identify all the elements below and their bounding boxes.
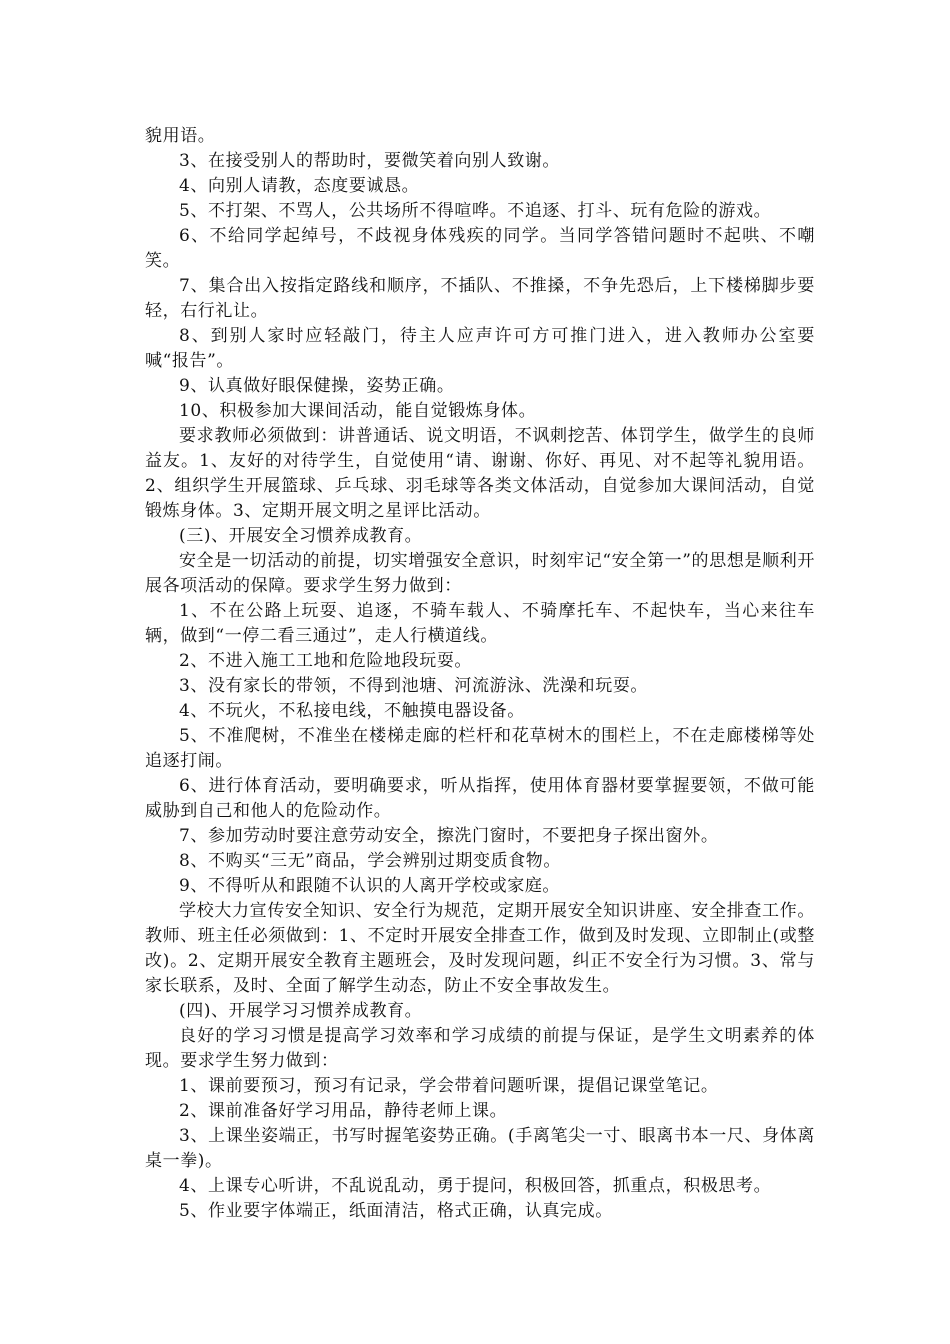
paragraph-safety-3: 3、没有家长的带领，不得到池塘、河流游泳、洗澡和玩耍。 (179, 676, 649, 696)
document-body (145, 124, 815, 1224)
paragraph-study-3: 3、上课坐姿端正，书写时握笔姿势正确。(手离笔尖一寸、眼离书本一尺、身体离桌一拳)。 (145, 1126, 815, 1171)
paragraph-safety-6: 6、进行体育活动，要明确要求，听从指挥，使用体育器材要掌握要领，不做可能威胁到自己和他人的危险动作。 (145, 776, 815, 821)
section-heading-study: (四)、开展学习习惯养成教育。 (179, 1001, 423, 1021)
paragraph-study-5: 5、作业要字体端正，纸面清洁，格式正确，认真完成。 (179, 1201, 613, 1221)
paragraph-safety-2: 2、不进入施工工地和危险地段玩耍。 (179, 651, 473, 671)
paragraph-courtesy-6: 6、不给同学起绰号，不歧视身体残疾的同学。当同学答错问题时不起哄、不嘲笑。 (145, 226, 815, 271)
paragraph-courtesy-5: 5、不打架、不骂人，公共场所不得喧哗。不追逐、打斗、玩有危险的游戏。 (179, 201, 772, 221)
paragraph-safety-1: 1、不在公路上玩耍、追逐，不骑车载人、不骑摩托车、不起快车，当心来往车辆，做到“一停二看三通过”，走人行横道线。 (145, 601, 815, 646)
paragraph-study-intro: 良好的学习习惯是提高学习效率和学习成绩的前提与保证，是学生文明素养的体现。要求学生努力做到： (145, 1026, 815, 1071)
paragraph-teacher-requirements: 要求教师必须做到：讲普通话、说文明语，不讽刺挖苦、体罚学生，做学生的良师益友。1、友好的对待学生，自觉使用“请、谢谢、你好、再见、对不起等礼貌用语。2、组织学生开展篮球、乒乓球、羽毛球等各类文体活动，自觉参加大课间活动，自觉锻炼身体。3、定期开展文明之星评比活动。 (145, 426, 815, 521)
paragraph-school-safety: 学校大力宣传安全知识、安全行为规范，定期开展安全知识讲座、安全排查工作。教师、班主任必须做到：1、不定时开展安全排查工作，做到及时发现、立即制止(或整改)。2、定期开展安全教育主题班会，及时发现问题，纠正不安全行为习惯。3、常与家长联系，及时、全面了解学生动态，防止不安全事故发生。 (145, 901, 815, 996)
paragraph-courtesy-8: 8、到别人家时应轻敲门，待主人应声许可方可推门进入，进入教师办公室要喊“报告”。 (145, 326, 815, 371)
paragraph-study-1: 1、课前要预习，预习有记录，学会带着问题听课，提倡记课堂笔记。 (179, 1076, 719, 1096)
paragraph-courtesy-3: 3、在接受别人的帮助时，要微笑着向别人致谢。 (179, 151, 561, 171)
paragraph-safety-8: 8、不购买“三无”商品，学会辨别过期变质食物。 (179, 851, 561, 871)
paragraph-safety-4: 4、不玩火，不私接电线，不触摸电器设备。 (179, 701, 525, 721)
paragraph-safety-9: 9、不得听从和跟随不认识的人离开学校或家庭。 (179, 876, 561, 896)
paragraph-courtesy-7: 7、集合出入按指定路线和顺序，不插队、不推搡，不争先恐后，上下楼梯脚步要轻，右行礼让。 (145, 276, 815, 321)
paragraph-courtesy-4: 4、向别人请教，态度要诚恳。 (179, 176, 420, 196)
paragraph-study-4: 4、上课专心听讲，不乱说乱动，勇于提问，积极回答，抓重点，积极思考。 (179, 1176, 772, 1196)
paragraph-safety-5: 5、不准爬树，不准坐在楼梯走廊的栏杆和花草树木的围栏上，不在走廊楼梯等处追逐打闹。 (145, 726, 815, 771)
paragraph-safety-7: 7、参加劳动时要注意劳动安全，擦洗门窗时，不要把身子探出窗外。 (179, 826, 719, 846)
paragraph-safety-intro: 安全是一切活动的前提，切实增强安全意识，时刻牢记“安全第一”的思想是顺利开展各项活动的保障。要求学生努力做到： (145, 551, 815, 596)
paragraph-courtesy-10: 10、积极参加大课间活动，能自觉锻炼身体。 (179, 401, 537, 421)
paragraph-study-2: 2、课前准备好学习用品，静待老师上课。 (179, 1101, 508, 1121)
paragraph-continuation: 貌用语。 (145, 126, 216, 146)
section-heading-safety: (三)、开展安全习惯养成教育。 (179, 526, 423, 546)
paragraph-courtesy-9: 9、认真做好眼保健操，姿势正确。 (179, 376, 455, 396)
